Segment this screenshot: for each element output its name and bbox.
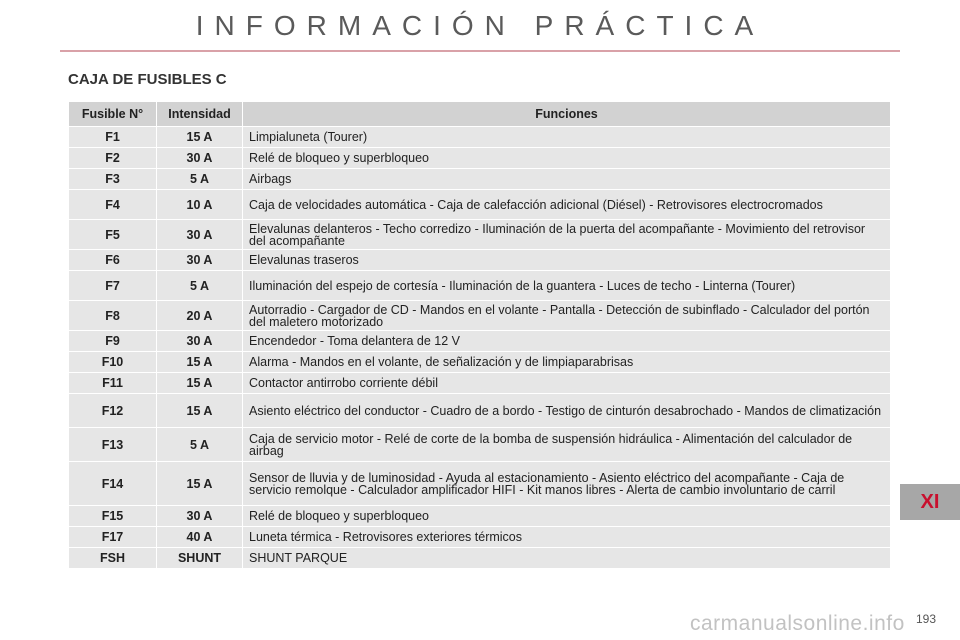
intensity-cell: 15 A (157, 394, 243, 428)
table-row (69, 250, 891, 271)
table-row (69, 271, 891, 301)
fuse-number-cell: F8 (69, 301, 157, 331)
intensity-cell: 15 A (157, 462, 243, 506)
page-title: INFORMACIÓN PRÁCTICA (195, 10, 765, 41)
table-row (69, 220, 891, 250)
header-intensity: Intensidad (157, 102, 243, 127)
functions-cell: Alarma - Mandos en el volante, de señalización y de limpiaparabrisas (243, 352, 891, 373)
table-row (69, 169, 891, 190)
intensity-cell: 5 A (157, 169, 243, 190)
fuse-number-cell: F11 (69, 373, 157, 394)
fuse-number-cell: F7 (69, 271, 157, 301)
fuse-number-cell: F5 (69, 220, 157, 250)
intensity-cell: SHUNT (157, 548, 243, 569)
fuse-number-cell: F6 (69, 250, 157, 271)
intensity-cell: 5 A (157, 428, 243, 462)
intensity-cell: 30 A (157, 220, 243, 250)
functions-cell: Luneta térmica - Retrovisores exteriores térmicos (243, 527, 891, 548)
intensity-cell: 30 A (157, 148, 243, 169)
header-fuse-no: Fusible N° (69, 102, 157, 127)
table-row (69, 373, 891, 394)
fuse-table (68, 101, 891, 569)
table-row (69, 148, 891, 169)
header-functions: Funciones (243, 102, 891, 127)
fuse-number-cell: F15 (69, 506, 157, 527)
table-row (69, 548, 891, 569)
table-row (69, 527, 891, 548)
functions-cell: Caja de velocidades automática - Caja de calefacción adicional (Diésel) - Retrovisores electrocromados (243, 190, 891, 220)
functions-cell: Elevalunas traseros (243, 250, 891, 271)
intensity-cell: 10 A (157, 190, 243, 220)
watermark: carmanualsonline.info (690, 612, 905, 635)
table-row (69, 127, 891, 148)
table-row (69, 394, 891, 428)
table-row (69, 190, 891, 220)
table-row (69, 428, 891, 462)
functions-cell: Relé de bloqueo y superbloqueo (243, 506, 891, 527)
intensity-cell: 15 A (157, 373, 243, 394)
functions-cell: Contactor antirrobo corriente débil (243, 373, 891, 394)
functions-cell: Elevalunas delanteros - Techo corredizo - Iluminación de la puerta del acompañante - Movimiento del retrovisor del acompañante (243, 220, 891, 250)
intensity-cell: 40 A (157, 527, 243, 548)
table-header-row (69, 102, 891, 127)
functions-cell: SHUNT PARQUE (243, 548, 891, 569)
functions-cell: Limpialuneta (Tourer) (243, 127, 891, 148)
fuse-number-cell: F4 (69, 190, 157, 220)
table-row (69, 506, 891, 527)
intensity-cell: 30 A (157, 250, 243, 271)
functions-cell: Airbags (243, 169, 891, 190)
table-row (69, 462, 891, 506)
functions-cell: Relé de bloqueo y superbloqueo (243, 148, 891, 169)
fuse-number-cell: F9 (69, 331, 157, 352)
fuse-number-cell: F12 (69, 394, 157, 428)
section-title: CAJA DE FUSIBLES C (68, 71, 227, 88)
fuse-number-cell: FSH (69, 548, 157, 569)
intensity-cell: 5 A (157, 271, 243, 301)
functions-cell: Caja de servicio motor - Relé de corte de la bomba de suspensión hidráulica - Alimentación del calculador de airbag (243, 428, 891, 462)
page-number: 193 (916, 612, 937, 626)
fuse-number-cell: F14 (69, 462, 157, 506)
functions-cell: Autorradio - Cargador de CD - Mandos en el volante - Pantalla - Detección de subinflado - Calculador del portón del maletero motorizado (243, 301, 891, 331)
fuse-number-cell: F2 (69, 148, 157, 169)
functions-cell: Asiento eléctrico del conductor - Cuadro de a bordo - Testigo de cinturón desabrochado - Mandos de climatización (243, 394, 891, 428)
table-row (69, 301, 891, 331)
fuse-number-cell: F10 (69, 352, 157, 373)
fuse-number-cell: F3 (69, 169, 157, 190)
functions-cell: Iluminación del espejo de cortesía - Iluminación de la guantera - Luces de techo - Linterna (Tourer) (243, 271, 891, 301)
intensity-cell: 15 A (157, 127, 243, 148)
table-row (69, 352, 891, 373)
fuse-number-cell: F1 (69, 127, 157, 148)
intensity-cell: 30 A (157, 506, 243, 527)
intensity-cell: 20 A (157, 301, 243, 331)
title-divider (60, 50, 900, 52)
fuse-number-cell: F17 (69, 527, 157, 548)
functions-cell: Encendedor - Toma delantera de 12 V (243, 331, 891, 352)
intensity-cell: 30 A (157, 331, 243, 352)
intensity-cell: 15 A (157, 352, 243, 373)
table-row (69, 331, 891, 352)
chapter-tab[interactable]: XI (900, 484, 960, 520)
fuse-number-cell: F13 (69, 428, 157, 462)
functions-cell: Sensor de lluvia y de luminosidad - Ayuda al estacionamiento - Asiento eléctrico del acompañante - Caja de servicio remolque - Calculador amplificador HIFI - Kit manos libres - Alerta de cambio involuntario de carril (243, 462, 891, 506)
